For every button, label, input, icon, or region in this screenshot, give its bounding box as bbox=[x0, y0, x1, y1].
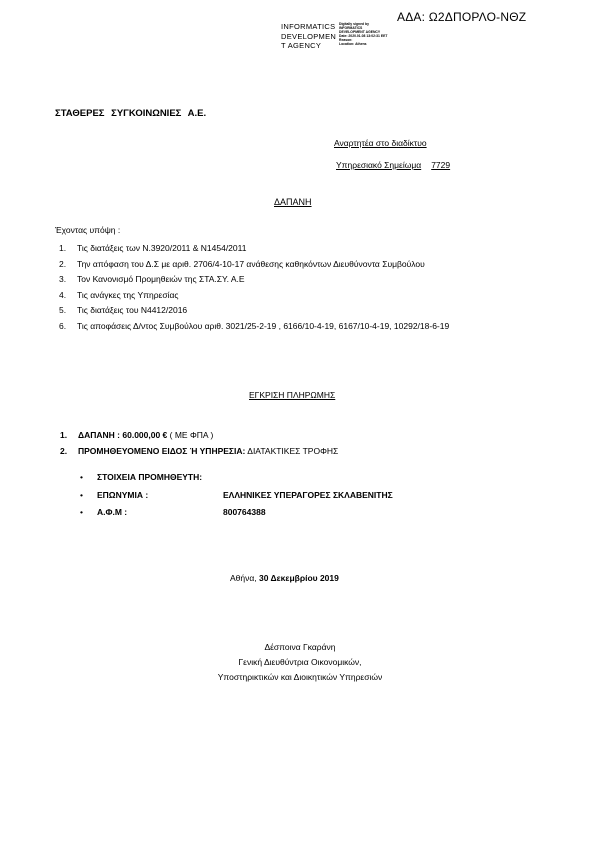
list-item: 2. ΠΡΟΜΗΘΕΥΟΜΕΝΟ ΕΙΔΟΣ Ή ΥΠΗΡΕΣΙΑ: ΔΙΑΤΑΚΤΙΚΕΣ ΤΡΟΦΗΣ bbox=[60, 446, 339, 456]
list-item: • Α.Φ.Μ : 800764388 bbox=[80, 507, 266, 517]
stamp-details: Digitally signed by INFORMATICS DEVELOPMENT AGENCY Date: 2020.01.08 13:02:31 EET Reason: Location: Athens bbox=[339, 22, 388, 47]
bullet-icon: • bbox=[80, 472, 83, 482]
publish-note: Αναρτητέα στο διαδίκτυο bbox=[334, 138, 427, 148]
considerations-list bbox=[55, 243, 577, 337]
document-title: ΔΑΠΑΝΗ bbox=[274, 197, 312, 207]
item-type-label: ΠΡΟΜΗΘΕΥΟΜΕΝΟ ΕΙΔΟΣ Ή ΥΠΗΡΕΣΙΑ: bbox=[78, 446, 246, 456]
stamp-org-name: INFORMATICS DEVELOPMEN T AGENCY bbox=[281, 22, 337, 50]
signatory-name: Δέσποινα Γκαράνη bbox=[264, 642, 336, 652]
approval-title: ΕΓΚΡΙΣΗ ΠΛΗΡΩΜΗΣ bbox=[249, 390, 336, 400]
company-name: ΣΤΑΘΕΡΕΣ ΣΥΓΚΟΙΝΩΝΙΕΣ Α.Ε. bbox=[55, 108, 207, 119]
list-item: 2. Την απόφαση του Δ.Σ με αριθ. 2706/4-10-17 ανάθεσης καθηκόντων Διευθύνοντα Συμβούλου bbox=[59, 258, 425, 269]
signature-block bbox=[150, 640, 450, 685]
payment-vat-note: ( ΜΕ ΦΠΑ ) bbox=[169, 430, 214, 440]
bullet-icon: • bbox=[80, 489, 83, 500]
signatory-department: Υποστηρικτικών και Διοικητικών Υπηρεσιών bbox=[217, 672, 383, 682]
payment-list bbox=[60, 430, 338, 462]
list-item: 1. ΔΑΠΑΝΗ : 60.000,00 € ( ΜΕ ΦΠΑ ) bbox=[60, 430, 214, 440]
ada-code: ΑΔΑ: Ω2ΔΠΟΡΛΟ-ΝΘΖ bbox=[397, 10, 527, 24]
bullet-icon: • bbox=[80, 507, 83, 517]
payment-label: ΔΑΠΑΝΗ : bbox=[78, 430, 120, 440]
payment-amount: 60.000,00 € bbox=[122, 430, 168, 440]
signatory-title: Γενική Διευθύντρια Οικονομικών, bbox=[238, 657, 362, 667]
list-item: • ΣΤΟΙΧΕΙΑ ΠΡΟΜΗΘΕΥΤΗ: bbox=[80, 472, 203, 482]
place: Αθήνα, bbox=[230, 573, 257, 583]
digital-signature-stamp bbox=[281, 22, 406, 58]
list-item: 5. Τις διατάξεις του Ν4412/2016 bbox=[59, 305, 188, 316]
supplier-tax-id: 800764388 bbox=[223, 507, 266, 517]
intro-text: Έχοντας υπόψη : bbox=[55, 225, 121, 235]
list-item: • ΕΠΩΝΥΜΙΑ : ΕΛΛΗΝΙΚΕΣ ΥΠΕΡΑΓΟΡΕΣ ΣΚΛΑΒΕΝΙΤΗΣ bbox=[80, 489, 393, 500]
memo-label: Υπηρεσιακό Σημείωμα bbox=[336, 160, 422, 170]
date: 30 Δεκεμβρίου 2019 bbox=[259, 573, 339, 583]
memo-number: 7729 bbox=[431, 160, 451, 170]
supplier-name: ΕΛΛΗΝΙΚΕΣ ΥΠΕΡΑΓΟΡΕΣ ΣΚΛΑΒΕΝΙΤΗΣ bbox=[223, 489, 393, 500]
list-item: 6. Τις αποφάσεις Δ/ντος Συμβούλου αριθ. 3021/25-2-19 , 6166/10-4-19, 6167/10-4-19, 10292/18-6-19 bbox=[59, 320, 450, 331]
memo-reference bbox=[336, 160, 450, 170]
list-item: 4. Τις ανάγκες της Υπηρεσίας bbox=[59, 289, 179, 300]
list-item: 1. Τις διατάξεις των Ν.3920/2011 & Ν1454/2011 bbox=[59, 243, 247, 253]
supplier-list bbox=[80, 472, 393, 525]
item-type-value: ΔΙΑΤΑΚΤΙΚΕΣ ΤΡΟΦΗΣ bbox=[247, 446, 339, 456]
place-date bbox=[230, 573, 339, 583]
list-item: 3. Τον Κανονισμό Προμηθειών της ΣΤΑ.ΣΥ. Α.Ε bbox=[59, 274, 245, 285]
